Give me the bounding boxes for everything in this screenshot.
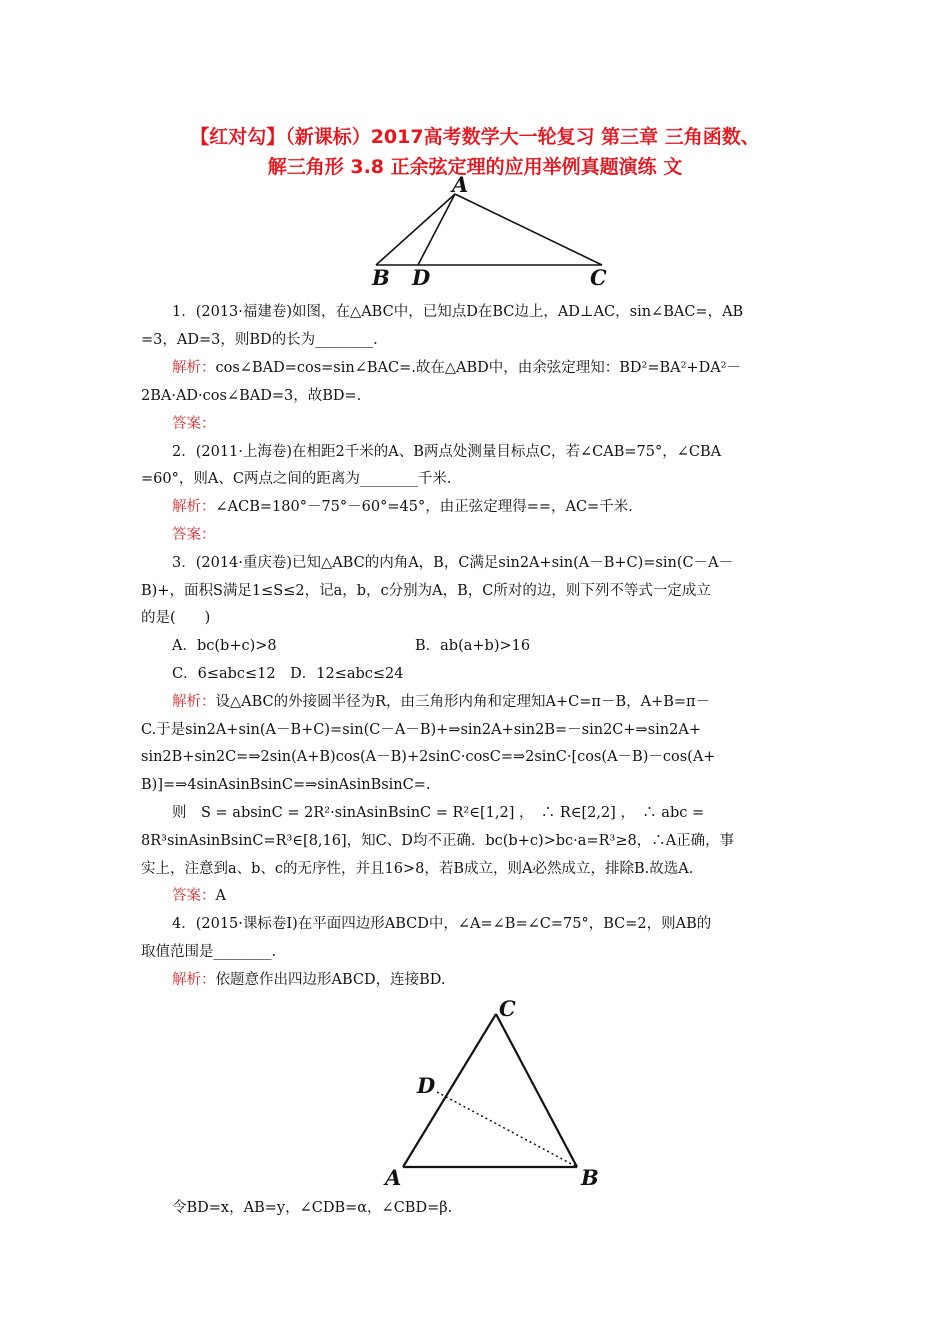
fig1-label-c: C: [590, 265, 607, 290]
q1-jiexi-label: 解析：: [172, 360, 216, 376]
q3-jiexi-line-1: [172, 689, 842, 717]
q3-answer-value: A: [215, 888, 226, 904]
q4-line-2: 取值范围是________.: [141, 944, 277, 960]
q2-jiexi-line-1: [172, 494, 842, 522]
fig1-label-d: D: [412, 265, 431, 290]
q2-jiexi-label: 解析：: [172, 499, 216, 515]
q3-option-b: B．ab(a+b)>16: [415, 638, 531, 654]
q1-jiexi-text-1: cos∠BAD=cos=sin∠BAC=.故在△ABD中，由余弦定理知：BD²=BA²+DA²－: [215, 360, 741, 376]
q3-line-1: 3．(2014·重庆卷)已知△ABC的内角A，B，C满足sin2A+sin(A－B+C)=sin(C－A－: [172, 555, 734, 571]
title-line-1: 【红对勾】（新课标）2017高考数学大一轮复习 第三章 三角函数、: [190, 126, 760, 148]
q1-jiexi-line-1: [172, 355, 842, 383]
q3-line-3: 的是( ): [141, 610, 211, 626]
q2-jiexi-text-1: ∠ACB=180°－75°－60°=45°，由正弦定理得==，AC=千米.: [215, 499, 633, 515]
fig2-label-b: B: [581, 1165, 599, 1190]
q3-jiexi-line-5: 则 S = absinC = 2R²·sinAsinBsinC = R²∈[1,2] ， ∴ R∈[2,2] ， ∴ abc =: [172, 805, 705, 821]
q2-answer: [172, 522, 842, 550]
q1-answer-label: 答案：: [172, 416, 216, 432]
q1-answer: [172, 411, 842, 439]
q3-answer-label: 答案：: [172, 888, 216, 904]
q3-options-ab: [172, 633, 842, 661]
q3-jiexi-line-2: C.于是sin2A+sin(A－B+C)=sin(C－A－B)+⇒sin2A+sin2B=－sin2C+⇒sin2A+: [141, 722, 701, 738]
q3-options-cd: C．6≤abc≤12 D．12≤abc≤24: [172, 666, 404, 682]
q3-answer: [172, 883, 842, 911]
fig2-label-d: D: [417, 1073, 436, 1098]
q3-jiexi-line-7: 实上，注意到a、b、c的无序性，并且16>8，若B成立，则A必然成立，排除B.故选A.: [141, 861, 694, 877]
q3-jiexi-label: 解析：: [172, 694, 216, 710]
q2-line-2: =60°，则A、C两点之间的距离为________千米.: [141, 471, 452, 487]
q1-jiexi-line-2: 2BA·AD·cos∠BAD=3，故BD=.: [141, 388, 362, 404]
figure-quadrilateral-abcd: [375, 992, 615, 1192]
q2-answer-label: 答案：: [172, 527, 216, 543]
fig1-label-b: B: [372, 265, 390, 290]
q4-jiexi-label: 解析：: [172, 972, 216, 988]
q3-jiexi-line-6: 8R³sinAsinBsinC=R³∈[8,16]，知C、D均不正确．bc(b+c)>bc·a=R³≥8，∴A正确，事: [141, 833, 735, 849]
q4-line-1: 4．(2015·课标卷Ⅰ)在平面四边形ABCD中，∠A=∠B=∠C=75°，BC=2，则AB的: [172, 916, 712, 932]
fig2-label-c: C: [499, 996, 516, 1021]
q3-jiexi-text-1: 设△ABC的外接圆半径为R，由三角形内角和定理知A+C=π－B，A+B=π－: [215, 694, 711, 710]
fig1-label-a: A: [452, 172, 469, 197]
q1-line-2: =3，AD=3，则BD的长为________.: [141, 332, 378, 348]
q4-jiexi-text-1: 依题意作出四边形ABCD，连接BD.: [215, 972, 446, 988]
fig2-label-a: A: [385, 1165, 402, 1190]
q3-jiexi-line-4: B)]=⇒4sinAsinBsinC=⇒sinAsinBsinC=.: [141, 777, 431, 793]
q3-jiexi-line-3: sin2B+sin2C=⇒2sin(A+B)cos(A－B)+2sinC·cosC=⇒2sinC·[cos(A－B)－cos(A+: [141, 749, 716, 765]
q2-line-1: 2．(2011·上海卷)在相距2千米的A、B两点处测量目标点C，若∠CAB=75°，∠CBA: [172, 444, 722, 460]
q3-line-2: B)+，面积S满足1≤S≤2，记a，b，c分别为A，B，C所对的边，则下列不等式一定成立: [141, 583, 711, 599]
title-line-2: 解三角形 3.8 正余弦定理的应用举例真题演练 文: [267, 156, 683, 178]
figure-triangle-abc: [360, 172, 620, 292]
q3-option-a: A．bc(b+c)>8: [172, 638, 277, 654]
q4-last-line: 令BD=x，AB=y，∠CDB=α，∠CBD=β.: [172, 1200, 453, 1216]
q4-jiexi-line-1: [172, 967, 842, 995]
q1-line-1: 1．(2013·福建卷)如图，在△ABC中，已知点D在BC边上，AD⊥AC，sin∠BAC=，AB: [172, 304, 744, 320]
